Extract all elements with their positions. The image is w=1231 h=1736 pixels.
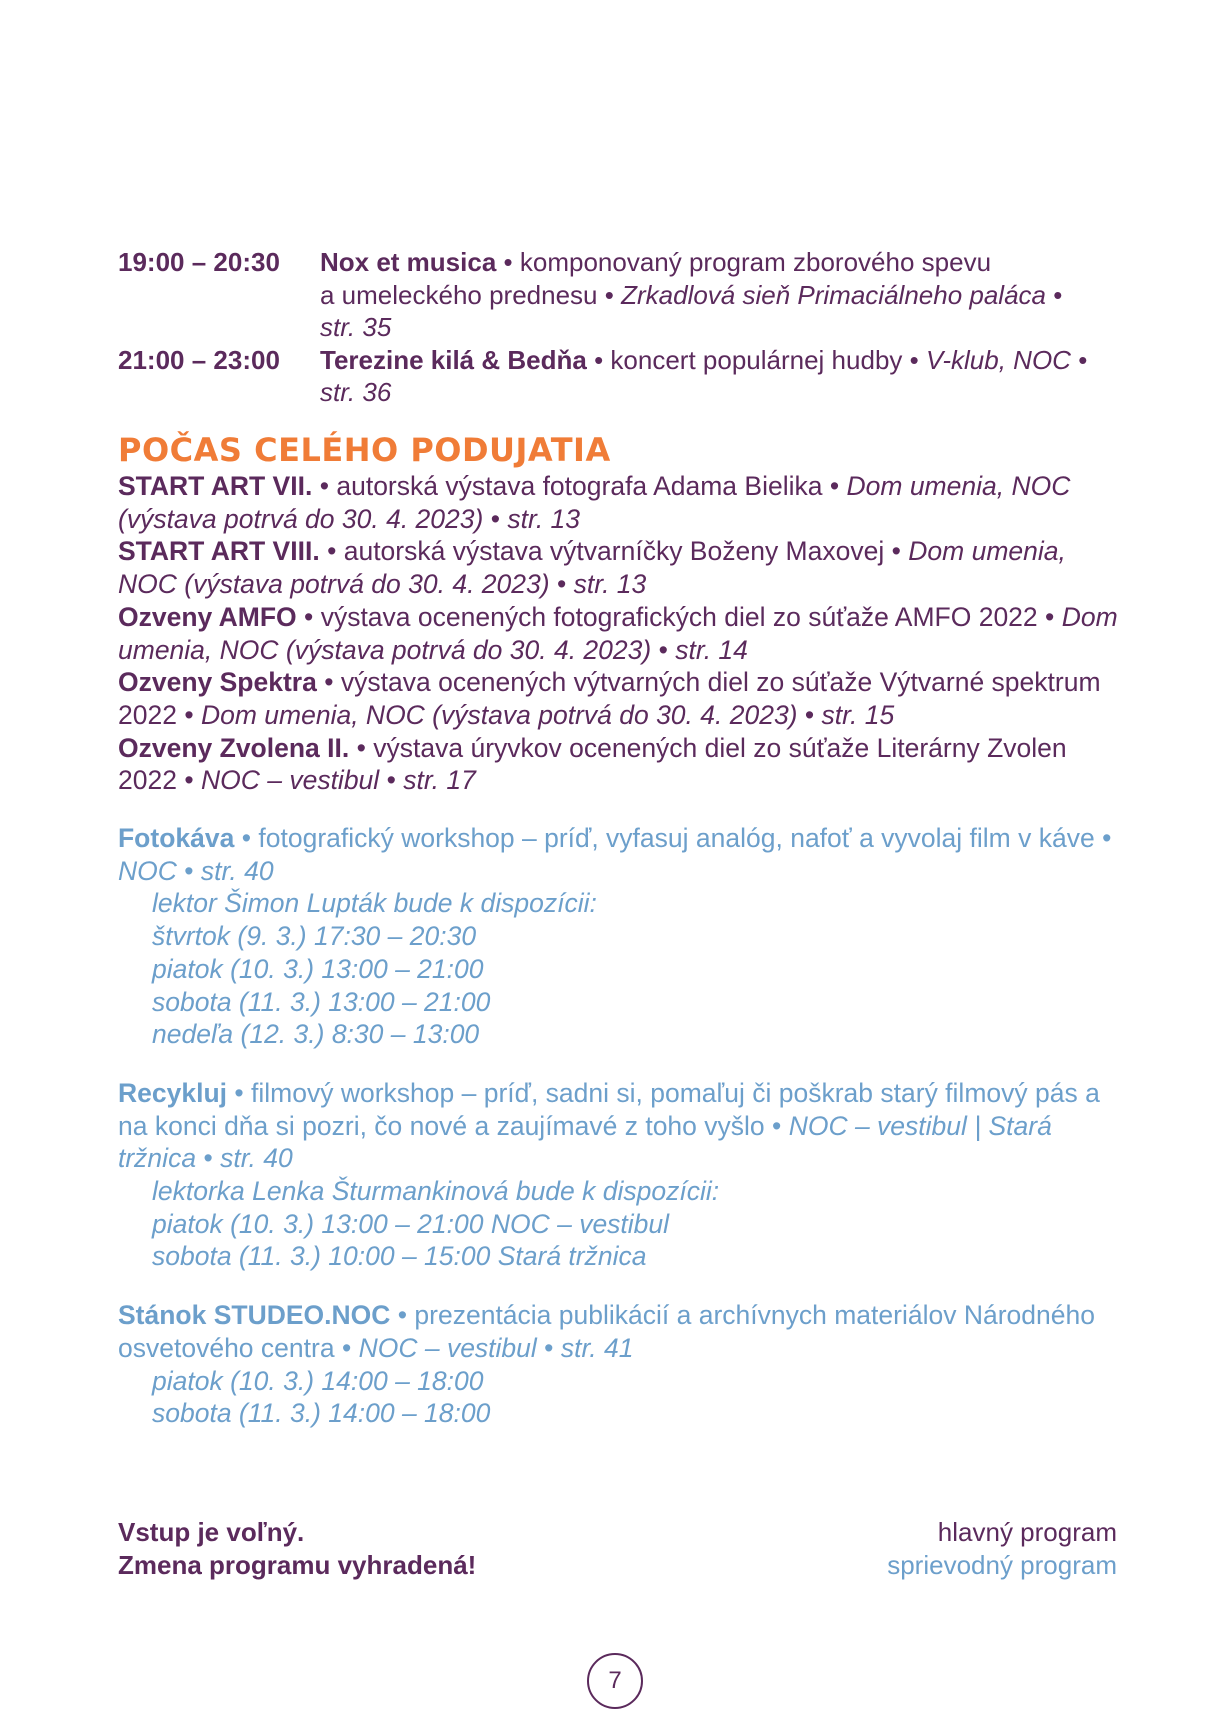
workshop-header [118,1077,1128,1175]
bullet-separator: • [804,699,815,730]
exhibition-page: str. 17 [403,765,476,796]
workshop-item [118,1077,1128,1273]
workshop-header [118,1299,1128,1364]
color-legend [887,1516,1117,1582]
list-item [118,666,1118,731]
bullet-separator: • [386,765,396,796]
exhibition-title: Ozveny AMFO [118,601,297,632]
schedule-entry [320,246,1128,344]
schedule-entry [320,344,1128,409]
workshop-title: Recykluj [118,1077,228,1108]
exhibition-description: výstava úryvkov ocenených diel zo súťaže Literárny Zvolen 2022 [118,732,1067,796]
free-entry-note: Vstup je voľný. [118,1517,305,1547]
workshop-description: filmový workshop – príď, sadni si, pomaľuj či poškrab starý filmový pás a na konci dňa si pozri, čo nové a zaujímavé z toho vyšlo [118,1077,1100,1141]
bullet-separator: • [909,344,919,375]
list-item [118,535,1118,600]
event-page: str. 35 [320,312,392,342]
exhibition-page: str. 14 [675,634,748,665]
list-item [118,470,1118,535]
exhibition-page: str. 13 [573,569,647,600]
bullet-separator: • [327,536,337,567]
workshop-page: str. 40 [220,1143,293,1174]
event-description-continued: a umeleckého prednesu [320,279,598,310]
exhibition-title: Ozveny Zvolena II. [118,732,350,763]
bullet-separator: • [241,823,251,853]
bullet-separator: • [203,1143,213,1174]
bullet-separator: • [891,536,901,567]
workshop-line: sobota (11. 3.) 14:00 – 18:00 [152,1398,491,1429]
program-change-note: Zmena programu vyhradená! [118,1550,477,1580]
exhibition-title: START ART VII. [118,471,313,501]
page-number: 7 [587,1653,643,1709]
exhibition-title: Ozveny Spektra [118,667,317,698]
evening-schedule [118,246,1128,409]
bullet-separator: • [319,471,329,501]
list-item [118,601,1118,666]
workshops-list [118,822,1128,1456]
bullet-separator: • [1102,823,1112,853]
bullet-separator: • [184,855,194,886]
bullet-separator: • [341,1332,352,1363]
exhibition-place: Dom umenia, NOC (výstava potrvá do 30. 4. 2023) [118,601,1118,665]
bullet-separator: • [356,732,366,763]
exhibition-place: Dom umenia, NOC (výstava potrvá do 30. 4. 2023) [118,536,1066,600]
footer-notice [118,1516,476,1582]
workshop-header [118,822,1128,887]
bullet-separator: • [544,1332,554,1363]
bullet-separator: • [490,503,500,534]
exhibition-description: autorská výstava fotografa Adama Bielika [336,471,823,501]
workshop-title: Stánok STUDEO.NOC [118,1300,391,1331]
bullet-separator: • [1045,601,1055,632]
exhibition-description: autorská výstava výtvarníčky Boženy Maxovej [343,536,885,567]
bullet-separator: • [772,1110,782,1141]
schedule-row [118,246,1128,344]
bullet-separator: • [184,765,194,796]
schedule-time: 21:00 – 23:00 [118,344,280,375]
workshop-line: sobota (11. 3.) 10:00 – 15:00 Stará tržnica [152,1241,647,1272]
workshop-page: str. 41 [560,1332,634,1363]
section-heading: POČAS CELÉHO PODUJATIA [118,431,611,469]
exhibitions-list [118,470,1118,797]
bullet-separator: • [184,699,194,730]
workshop-line: piatok (10. 3.) 13:00 – 21:00 [152,953,484,984]
workshop-place: NOC – vestibul | Stará tržnica [118,1110,1052,1174]
exhibition-place: Dom umenia, NOC (výstava potrvá do 30. 4. 2023) [200,699,798,730]
bullet-separator: • [397,1300,408,1331]
event-description: komponovaný program zborového spevu [519,247,992,277]
exhibition-place: Dom umenia, NOC (výstava potrvá do 30. 4. 2023) [118,471,1071,534]
workshop-item [118,1299,1128,1430]
bullet-separator: • [556,569,567,600]
bullet-separator: • [1053,279,1063,310]
exhibition-title: START ART VIII. [118,536,320,567]
workshop-line: piatok (10. 3.) 13:00 – 21:00 NOC – vestibul [152,1208,670,1239]
workshop-line: lektor Šimon Lupták bude k dispozícii: [152,888,597,919]
workshop-place: NOC – vestibul [358,1332,537,1363]
event-description: koncert populárnej hudby [610,344,903,375]
exhibition-place: NOC – vestibul [200,765,380,796]
bullet-separator: • [503,247,513,277]
schedule-row [118,344,1128,409]
legend-main-program: hlavný program [937,1517,1117,1547]
exhibition-description: výstava ocenených fotografických diel zo súťaže AMFO 2022 [320,601,1038,632]
exhibition-description: výstava ocenených výtvarných diel zo súťaže Výtvarné spektrum 2022 [118,667,1101,730]
event-page: str. 36 [320,377,392,407]
workshop-item [118,822,1128,1051]
legend-side-program: sprievodný program [887,1550,1117,1580]
workshop-line: sobota (11. 3.) 13:00 – 21:00 [152,986,491,1017]
bullet-separator: • [1078,344,1088,375]
workshop-line: nedeľa (12. 3.) 8:30 – 13:00 [152,1019,480,1050]
bullet-separator: • [304,601,314,632]
bullet-separator: • [594,344,604,375]
bullet-separator: • [324,667,334,698]
event-title: Terezine kilá & Bedňa [320,344,587,375]
workshop-place: NOC [118,855,177,886]
workshop-line: lektorka Lenka Šturmankinová bude k dispozícii: [152,1176,720,1207]
workshop-page: str. 40 [200,855,274,886]
workshop-description: prezentácia publikácií a archívnych materiálov Národného osvetového centra [118,1300,1095,1363]
exhibition-page: str. 13 [507,503,581,534]
workshop-line: štvrtok (9. 3.) 17:30 – 20:30 [152,921,477,952]
bullet-separator: • [234,1077,244,1108]
bullet-separator: • [604,279,614,310]
event-place: V-klub, NOC [925,344,1071,375]
list-item [118,732,1118,797]
schedule-time: 19:00 – 20:30 [118,247,280,277]
bullet-separator: • [829,471,840,501]
workshop-line: piatok (10. 3.) 14:00 – 18:00 [152,1365,484,1396]
workshop-times [118,887,1128,1051]
event-place: Zrkadlová sieň Primaciálneho paláca [621,279,1046,310]
bullet-separator: • [658,634,668,665]
exhibition-page: str. 15 [821,699,895,730]
workshop-times [118,1175,1128,1273]
workshop-description: fotografický workshop – príď, vyfasuj analóg, nafoť a vyvolaj film v káve [258,823,1095,853]
event-title: Nox et musica [320,247,497,277]
workshop-title: Fotokáva [118,823,235,853]
workshop-times [118,1365,1128,1430]
